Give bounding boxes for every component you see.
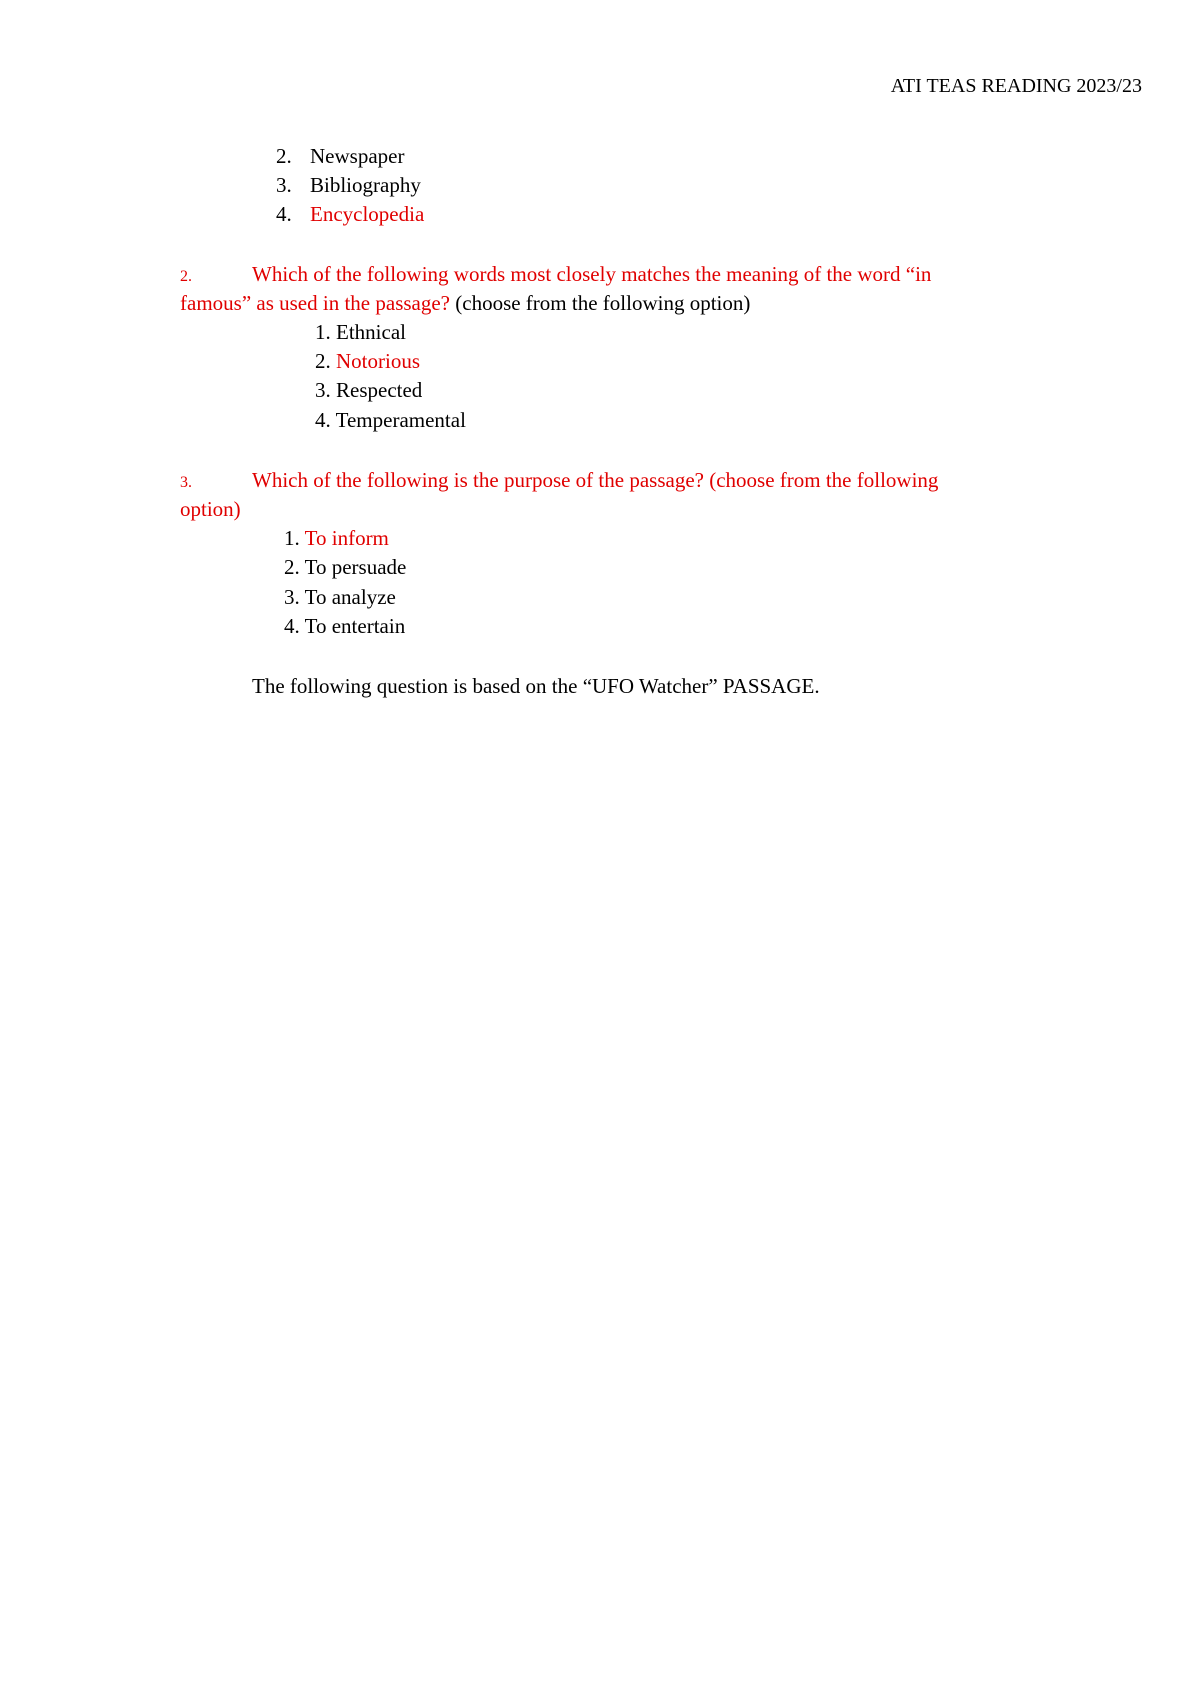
- q2-option-3-text: Respected: [336, 378, 423, 402]
- q1-option-3-number: 3.: [276, 173, 292, 197]
- page-header: ATI TEAS READING 2023/23: [890, 75, 1142, 97]
- q3-question-line1: [180, 467, 938, 496]
- q3-option-3-number: 3.: [284, 585, 300, 609]
- q3-question-text-2: option): [180, 497, 241, 521]
- q3-option-3: [284, 584, 396, 610]
- q2-option-2: [315, 348, 420, 374]
- q2-option-2-number: 2.: [315, 349, 331, 373]
- q2-option-3: [315, 377, 422, 403]
- q2-option-4: [315, 407, 466, 433]
- q2-option-1-number: 1.: [315, 320, 331, 344]
- q1-option-3-text: Bibliography: [310, 173, 421, 197]
- q2-option-3-number: 3.: [315, 378, 331, 402]
- q3-number: 3.: [180, 474, 192, 491]
- q3-option-2-number: 2.: [284, 555, 300, 579]
- q2-option-4-text: Temperamental: [335, 408, 466, 432]
- q2-option-1: [315, 319, 406, 345]
- q3-option-4-number: 4.: [284, 614, 300, 638]
- q1-option-3: [276, 172, 421, 198]
- q3-option-1: [284, 525, 389, 551]
- q3-option-4: [284, 613, 405, 639]
- q3-option-3-text: To analyze: [304, 585, 396, 609]
- q1-option-4-text-answer: Encyclopedia: [310, 202, 425, 226]
- q1-option-2-number: 2.: [276, 144, 292, 168]
- q3-option-2: [284, 554, 406, 580]
- q2-question-line1: [180, 261, 931, 290]
- q2-option-1-text: Ethnical: [336, 320, 406, 344]
- passage-intro-note: The following question is based on the “UFO Watcher” PASSAGE.: [252, 674, 820, 698]
- q3-option-4-text: To entertain: [304, 614, 406, 638]
- q3-option-1-text-answer: To inform: [304, 526, 389, 550]
- q2-question-instruction: (choose from the following option): [450, 291, 751, 315]
- q1-option-4-number: 4.: [276, 202, 292, 226]
- q2-option-4-number: 4.: [315, 408, 331, 432]
- q1-option-2: [276, 143, 404, 169]
- q2-question-text-1: Which of the following words most closely matches the meaning of the word “in: [252, 262, 932, 286]
- q3-question-line2: [180, 496, 241, 522]
- q3-option-2-text: To persuade: [304, 555, 407, 579]
- q2-number: 2.: [180, 268, 192, 285]
- q2-option-2-text-answer: Notorious: [336, 349, 420, 373]
- q2-question-line2: [180, 290, 750, 316]
- q3-option-1-number: 1.: [284, 526, 300, 550]
- q2-question-text-2: famous” as used in the passage?: [180, 291, 450, 315]
- q1-option-4: [276, 201, 424, 227]
- q3-question-text-1: Which of the following is the purpose of the passage? (choose from the following: [252, 468, 939, 492]
- q1-option-2-text: Newspaper: [310, 144, 405, 168]
